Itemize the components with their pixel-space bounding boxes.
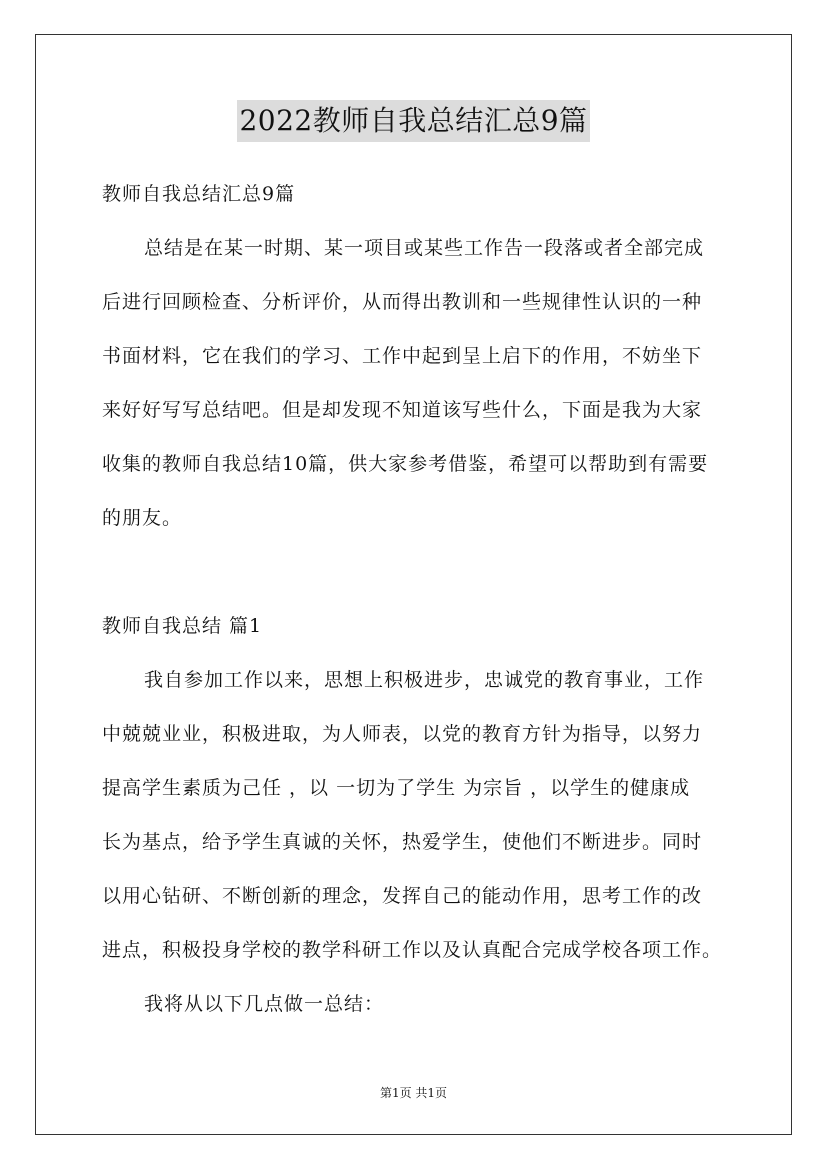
section-line-1: 我自参加工作以来，思想上积极进步，忠诚党的教育事业，工作 xyxy=(144,669,705,691)
section-line-5: 以用心钻研、不断创新的理念，发挥自己的能动作用，思考工作的改 xyxy=(102,885,703,907)
document-title: 2022教师自我总结汇总9篇 xyxy=(237,100,589,142)
document-subtitle: 教师自我总结汇总9篇 xyxy=(102,183,296,205)
title-wrap xyxy=(0,100,827,142)
intro-line-3: 书面材料，它在我们的学习、工作中起到呈上启下的作用，不妨坐下 xyxy=(102,345,703,367)
section-line-6: 进点，积极投身学校的教学科研工作以及认真配合完成学校各项工作。 xyxy=(102,939,723,961)
intro-line-1: 总结是在某一时期、某一项目或某些工作告一段落或者全部完成 xyxy=(144,237,705,259)
section-heading: 教师自我总结 篇1 xyxy=(102,615,263,637)
intro-line-4: 来好好写写总结吧。但是却发现不知道该写些什么，下面是我为大家 xyxy=(102,399,703,421)
section-line-2: 中兢兢业业，积极进取，为人师表，以党的教育方针为指导，以努力 xyxy=(102,723,703,745)
closing-line: 我将从以下几点做一总结： xyxy=(144,993,385,1015)
intro-line-2: 后进行回顾检查、分析评价，从而得出教训和一些规律性认识的一种 xyxy=(102,291,703,313)
section-line-3: 提高学生素质为己任 ，以 一切为了学生 为宗旨 ，以学生的健康成 xyxy=(102,777,691,799)
section-line-4: 长为基点，给予学生真诚的关怀，热爱学生，使他们不断进步。同时 xyxy=(102,831,703,853)
page-footer: 第1页 共1页 xyxy=(379,1086,448,1100)
intro-line-6: 的朋友。 xyxy=(102,507,183,529)
intro-line-5: 收集的教师自我总结10篇，供大家参考借鉴，希望可以帮助到有需要 xyxy=(102,453,709,475)
